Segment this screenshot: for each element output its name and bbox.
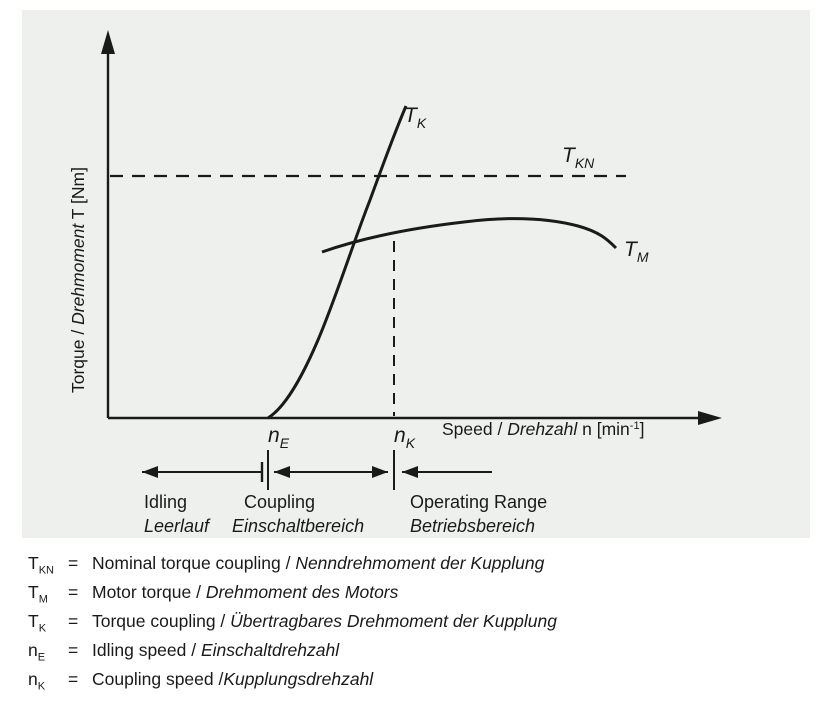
nk-label: n bbox=[394, 424, 406, 447]
band-coupling-de: Einschaltbereich bbox=[232, 516, 365, 536]
list-item bbox=[28, 640, 808, 669]
x-axis-label-en: Speed bbox=[442, 419, 493, 439]
legend-description bbox=[92, 611, 557, 632]
legend-symbol-base: T bbox=[28, 582, 39, 602]
legend-description-de: Kupplungsdrehzahl bbox=[223, 669, 374, 689]
legend-equals: = bbox=[68, 669, 79, 689]
legend-description-de: Einschaltdrehzahl bbox=[200, 640, 340, 660]
tkn-label-sub: KN bbox=[574, 155, 595, 171]
tkn-nominal-torque-line bbox=[110, 144, 626, 176]
list-item bbox=[28, 669, 808, 698]
legend-description-de: Drehmoment des Motors bbox=[205, 582, 399, 602]
legend-symbol-base: n bbox=[28, 669, 38, 689]
svg-text:nK bbox=[394, 424, 416, 451]
legend-symbol-sub: M bbox=[38, 593, 48, 606]
legend-description-en: Nominal torque coupling / bbox=[92, 553, 296, 573]
legend-description bbox=[92, 553, 544, 574]
tk-coupling-torque-curve bbox=[268, 104, 427, 418]
legend-symbol bbox=[28, 553, 68, 577]
nk-axis-annotation bbox=[394, 424, 416, 451]
band-operating-range bbox=[402, 466, 547, 536]
x-axis-label-de: Drehzahl bbox=[507, 419, 578, 439]
y-axis-label-en: Torque bbox=[68, 339, 88, 393]
legend-description bbox=[92, 582, 398, 603]
tk-label: T bbox=[404, 104, 417, 127]
legend-description-de: Nenndrehmoment der Kupplung bbox=[295, 553, 545, 573]
legend-symbol-base: n bbox=[28, 640, 38, 660]
svg-text:TM bbox=[624, 238, 649, 265]
x-axis-label-unit: n [min bbox=[582, 419, 630, 439]
tk-label-sub: K bbox=[416, 115, 427, 131]
legend-list bbox=[28, 553, 808, 698]
svg-text:Torque / Drehmoment T [Nm] bbox=[68, 167, 88, 393]
legend-symbol-sub: K bbox=[38, 622, 47, 635]
band-idling-en: Idling bbox=[144, 492, 188, 512]
legend-symbol-base: T bbox=[28, 611, 39, 631]
tm-motor-torque-curve bbox=[322, 219, 649, 265]
legend-symbol bbox=[28, 640, 68, 664]
legend-equals: = bbox=[68, 553, 79, 573]
list-item bbox=[28, 553, 808, 582]
band-idling-de: Leerlauf bbox=[144, 516, 210, 536]
x-axis-label-unit-sup: -1 bbox=[629, 420, 640, 432]
legend-description-en: Torque coupling / bbox=[92, 611, 231, 631]
legend-symbol-sub: E bbox=[37, 651, 46, 664]
legend-description bbox=[92, 640, 339, 661]
legend-description-de: Übertragbares Drehmoment der Kupplung bbox=[230, 611, 557, 631]
svg-text:Speed / Drehzahl n [min-1] bbox=[442, 419, 644, 439]
tm-label: T bbox=[624, 238, 637, 261]
y-axis-label-de: Drehmoment bbox=[68, 223, 88, 325]
svg-text:TKN bbox=[562, 144, 595, 171]
x-axis-label-unit-end: ] bbox=[639, 419, 645, 439]
legend-description-en: Coupling speed / bbox=[92, 669, 224, 689]
tkn-label: T bbox=[562, 144, 575, 167]
legend-symbol-sub: KN bbox=[38, 564, 54, 577]
legend-equals: = bbox=[68, 640, 79, 660]
nk-label-sub: K bbox=[405, 435, 416, 451]
legend-symbol-sub: K bbox=[37, 680, 46, 693]
legend-equals: = bbox=[68, 611, 79, 631]
band-operating-de: Betriebsbereich bbox=[410, 516, 536, 536]
band-operating-en: Operating Range bbox=[410, 492, 548, 512]
torque-speed-chart bbox=[22, 10, 810, 538]
ne-axis-annotation bbox=[268, 424, 290, 451]
list-item bbox=[28, 582, 808, 611]
x-axis-label-sep: / bbox=[492, 419, 508, 439]
x-axis-label bbox=[442, 419, 644, 439]
ne-label-sub: E bbox=[279, 435, 290, 451]
legend-symbol-base: T bbox=[28, 553, 39, 573]
y-axis-label-unit: T [Nm] bbox=[68, 167, 88, 224]
band-coupling bbox=[232, 466, 388, 536]
band-coupling-en: Coupling bbox=[244, 492, 316, 512]
y-axis-label-sep: / bbox=[68, 324, 88, 340]
legend-description bbox=[92, 669, 373, 690]
tm-label-sub: M bbox=[636, 249, 649, 265]
legend-equals: = bbox=[68, 582, 79, 602]
legend-description-en: Idling speed / bbox=[92, 640, 201, 660]
list-item bbox=[28, 611, 808, 640]
ne-label: n bbox=[268, 424, 280, 447]
legend-description-en: Motor torque / bbox=[92, 582, 206, 602]
svg-text:TK bbox=[404, 104, 427, 131]
legend-symbol bbox=[28, 582, 68, 606]
legend-symbol bbox=[28, 611, 68, 635]
y-axis bbox=[101, 30, 115, 418]
legend-symbol bbox=[28, 669, 68, 693]
svg-text:nE bbox=[268, 424, 290, 451]
y-axis-label bbox=[68, 167, 88, 393]
figure-panel bbox=[22, 10, 810, 538]
